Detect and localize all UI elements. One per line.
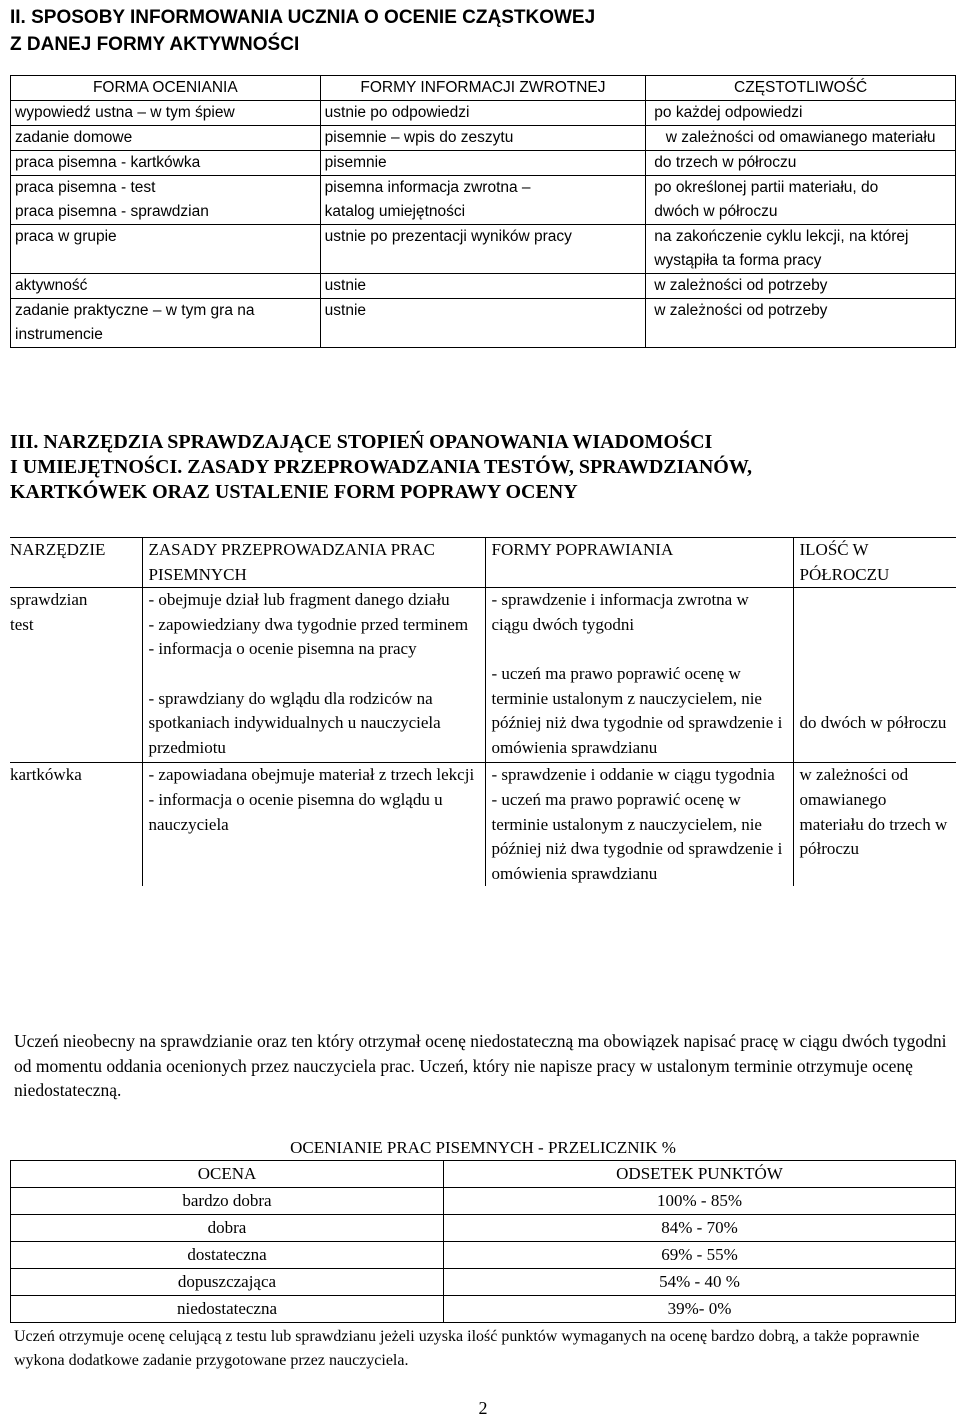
- fix-item: - uczeń ma prawo poprawić ocenę w terminie ustalonym z nauczycielem, nie później niż dwa tygodnie od sprawdzenie i omówienia sprawdzianu: [491, 663, 783, 757]
- cell-line: pisemna informacja zwrotna –: [324, 179, 531, 196]
- table-cell: praca pisemna - kartkówka: [11, 151, 321, 176]
- percent-cell: 69% - 55%: [444, 1242, 956, 1269]
- grade-cell: dobra: [11, 1215, 444, 1242]
- grade-cell: bardzo dobra: [11, 1188, 444, 1215]
- table-cell: pisemnie – wpis do zeszytu: [320, 126, 646, 151]
- cell-line: praca pisemna - test: [15, 179, 156, 196]
- rule-item: - sprawdziany do wglądu dla rodziców na spotkaniach indywidualnych u nauczyciela przedmiotu: [148, 688, 441, 757]
- table-cell: w zależności od omawianego materiału do trzech w półroczu: [793, 763, 956, 886]
- table-cell: [485, 588, 793, 763]
- table-row: [11, 1215, 956, 1242]
- header-cell: ZASADY PRZEPROWADZANIA PRAC PISEMNYCH: [142, 538, 485, 588]
- table-row: [11, 225, 956, 274]
- header-cell: ODSETEK PUNKTÓW: [444, 1161, 956, 1188]
- tool-name: test: [10, 614, 34, 634]
- excellent-grade-note: Uczeń otrzymuje ocenę celującą z testu lub sprawdzianu jeżeli uzyska ilość punktów wymaganych na ocenę bardzo dobrą, a także poprawnie wykona dodatkowe zadanie przygotowane przez nauczyciela.: [14, 1328, 920, 1369]
- fix-item: - sprawdzenie i oddanie w ciągu tygodnia: [491, 765, 775, 785]
- section-3-title-line1: III. NARZĘDZIA SPRAWDZAJĄCE STOPIEŃ OPANOWANIA WIADOMOŚCI: [10, 431, 713, 453]
- table-row: [11, 126, 956, 151]
- header-cell: FORMY POPRAWIANIA: [485, 538, 793, 588]
- table-cell: w zależności od potrzeby: [646, 274, 956, 299]
- rule-item: - informacja o ocenie pisemna do wglądu u nauczyciela: [148, 789, 443, 834]
- section-3-title-line3: KARTKÓWEK ORAZ USTALENIE FORM POPRAWY OCENY: [10, 481, 578, 503]
- table-cell: [10, 588, 142, 763]
- header-cell: ILOŚĆ W PÓŁROCZU: [793, 538, 956, 588]
- table-cell: do trzech w półroczu: [646, 151, 956, 176]
- table-cell: [646, 176, 956, 225]
- rule-item: - informacja o ocenie pisemna na pracy: [148, 639, 417, 659]
- table-row: [11, 299, 956, 348]
- table-row: [11, 101, 956, 126]
- table-cell: wypowiedź ustna – w tym śpiew: [11, 101, 321, 126]
- rule-item: - zapowiadana obejmuje materiał z trzech lekcji: [148, 765, 475, 785]
- table-cell: kartkówka: [10, 765, 82, 785]
- grade-cell: niedostateczna: [11, 1296, 444, 1323]
- section-2-title-line1: II. SPOSOBY INFORMOWANIA UCZNIA O OCENIE CZĄSTKOWEJ: [10, 7, 596, 28]
- header-cell: FORMY INFORMACJI ZWROTNEJ: [320, 76, 646, 101]
- table-cell: [485, 763, 793, 886]
- document-page: [10, 0, 956, 1418]
- percent-cell: 54% - 40 %: [444, 1269, 956, 1296]
- table-cell: ustnie: [320, 299, 646, 348]
- table-cell: w zależności od omawianego materiału: [646, 126, 956, 151]
- grade-cell: dostateczna: [11, 1242, 444, 1269]
- table-header-row: [10, 538, 956, 588]
- table-header-row: [11, 76, 956, 101]
- table-cell: [142, 588, 485, 763]
- grade-cell: dopuszczająca: [11, 1269, 444, 1296]
- cell-line: katalog umiejętności: [324, 203, 466, 220]
- table-cell: aktywność: [11, 274, 321, 299]
- header-cell: NARZĘDZIE: [10, 538, 142, 588]
- rule-item: - obejmuje dział lub fragment danego działu: [148, 590, 450, 610]
- table-cell: ustnie: [320, 274, 646, 299]
- header-cell: CZĘSTOTLIWOŚĆ: [646, 76, 956, 101]
- table-cell: ustnie po odpowiedzi: [320, 101, 646, 126]
- table-row: [11, 176, 956, 225]
- table-cell: na zakończenie cyklu lekcji, na której wystąpiła ta forma pracy: [646, 225, 956, 274]
- table-row: [11, 1188, 956, 1215]
- table-cell: pisemnie: [320, 151, 646, 176]
- cell-line: praca pisemna - sprawdzian: [15, 203, 209, 220]
- information-methods-table: [10, 75, 956, 348]
- table-cell: ustnie po prezentacji wyników pracy: [320, 225, 646, 274]
- grading-table: [10, 1160, 956, 1323]
- page-number: 2: [478, 1398, 488, 1418]
- table-header-row: [11, 1161, 956, 1188]
- section-2-title-line2: Z DANEJ FORMY AKTYWNOŚCI: [10, 34, 300, 55]
- grading-table-title: OCENIANIE PRAC PISEMNYCH - PRZELICZNIK %: [290, 1138, 676, 1157]
- cell-line: po określonej partii materiału, do: [654, 179, 879, 196]
- section-2-heading: [10, 0, 956, 58]
- table-row: [10, 588, 956, 763]
- tools-table: [10, 537, 956, 886]
- table-cell: praca w grupie: [11, 225, 321, 274]
- fix-item: - uczeń ma prawo poprawić ocenę w terminie ustalonym z nauczycielem, nie później niż dwa tygodnie od sprawdzenie i omówienia sprawdzianu: [491, 789, 783, 883]
- table-cell: [793, 588, 956, 763]
- table-row: [11, 1296, 956, 1323]
- table-cell: [320, 176, 646, 225]
- table-row: [11, 274, 956, 299]
- header-cell: OCENA: [11, 1161, 444, 1188]
- table-cell: zadanie praktyczne – w tym gra na instrumencie: [15, 302, 255, 343]
- percent-cell: 39%- 0%: [444, 1296, 956, 1323]
- count-value: do dwóch w półroczu: [799, 713, 947, 733]
- section-3-title-line2: I UMIEJĘTNOŚCI. ZASADY PRZEPROWADZANIA TESTÓW, SPRAWDZIANÓW,: [10, 456, 753, 478]
- table-cell: [142, 763, 485, 886]
- cell-line: dwóch w półroczu: [654, 203, 778, 220]
- section-3-heading: [10, 430, 956, 505]
- fix-item: - sprawdzenie i informacja zwrotna w ciągu dwóch tygodni: [491, 590, 749, 634]
- table-row: [11, 151, 956, 176]
- table-cell: w zależności od potrzeby: [646, 299, 956, 348]
- rule-item: - zapowiedziany dwa tygodnie przed terminem: [148, 614, 469, 634]
- percent-cell: 84% - 70%: [444, 1215, 956, 1242]
- table-cell: po każdej odpowiedzi: [646, 101, 956, 126]
- absence-note: Uczeń nieobecny na sprawdzianie oraz ten który otrzymał ocenę niedostateczną ma obowiązek napisać pracę w ciągu dwóch tygodni od momentu oddania ocenionych przez nauczyciela prac. Uczeń, który nie napisze pracy w ustalonym terminie otrzymuje ocenę niedostateczną.: [14, 1031, 947, 1100]
- table-row: [11, 1269, 956, 1296]
- tool-name: sprawdzian: [10, 590, 88, 610]
- table-row: [10, 763, 956, 886]
- table-cell: zadanie domowe: [11, 126, 321, 151]
- table-cell: [11, 176, 321, 225]
- header-cell: FORMA OCENIANIA: [11, 76, 321, 101]
- table-row: [11, 1242, 956, 1269]
- percent-cell: 100% - 85%: [444, 1188, 956, 1215]
